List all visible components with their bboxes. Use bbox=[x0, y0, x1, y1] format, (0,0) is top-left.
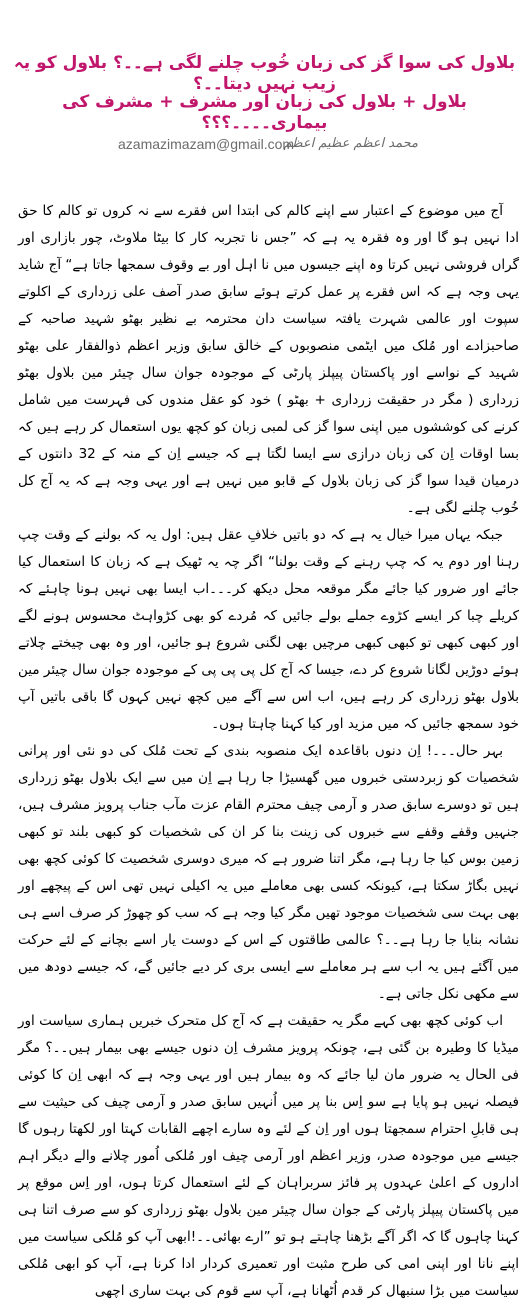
headline-line-2: بلاول + بلاول کی زبان اور مشرف + مشرف کی بیماری۔۔۔۔؟؟؟ bbox=[62, 92, 467, 133]
author-email: azamazimazam@gmail.com bbox=[118, 136, 295, 152]
article-paragraph-4: اب کوئی کچھ بھی کہے مگر یہ حقیقت ہے کہ آج کل متحرک خبریں ہماری سیاست اور میڈیا کا وطیرہ بن گئی ہے، چونکہ پرویز مشرف اِن دنوں جیسے بھی بیمار ہیں۔۔؟ مگر فی الحال یہ ضرور مان لیا جائے کہ وہ بیمار ہیں اور یہی وجہ ہے کہ ابھی اِن کا کوئی فیصلہ نہیں ہو پایا ہے سو اِس بنا پر میں اُنہیں سابق صدر و آرمی چیف کی حیثیت سے ہی قابلِ احترام سمجھتا ہوں اور اِن کے لئے وہ سارے اچھے القابات کہتا اور لکھتا رہوں گا جیسے میں موجودہ صدر، وزیر اعظم اور آرمی چیف اور مُلکی اُمور چلانے والے دیگر اہم اداروں کے اعلیٰ عہدوں پر فائز سربراہان کے لئے استعمال کرتا ہوں، اور اِس موقع پر میں پاکستان پیپلز پارٹی کے جوان سال چیئر مین بلاول بھٹو زرداری کو سے صرف اتنا ہی کہنا چاہوں گا کہ اگر آگے بڑھنا چاہتے ہو تو ”ارے بھائی۔۔!ابھی آپ کو مُلکی سیاست میں اپنے نانا اور اپنی امی کی طرح مثبت اور تعمیری کردار ادا کرنا ہے، آپ کو ابھی مُلکی سیاست میں بڑا سنبھال کر قدم اُٹھانا ہے، آپ سے قوم کی بہت ساری اچھی bbox=[18, 1013, 519, 1299]
article-body bbox=[18, 198, 519, 1305]
article-paragraph-3: بہر حال۔۔۔! اِن دنوں باقاعدہ ایک منصوبہ بندی کے تحت مُلک کی دو نئی اور پرانی شخصیات کو زبردستی خبروں میں گھسیڑا جا رہا ہے اِن میں سے ایک بلاول بھٹو زرداری ہیں تو دوسرے سابق صدر و آرمی چیف محترم القام عزت مآب جناب پرویز مشرف ہیں، جنہیں وقفے وقفے سے خبروں کی زینت بنا کر ان کی شخصیات کو کبھی بلند تو کبھی زمین بوس کیا جا رہا ہے، مگر اتنا ضرور ہے کہ میری دوسری شخصیت کا کوئی کچھ بھی نہیں بگاڑ سکتا ہے، کیونکہ کسی بھی معاملے میں یہ اکیلی نہیں تھی اس کے پیچھے اور بھی بہت سی شخصیات موجود تھیں مگر کیا وجہ ہے کہ سب کو چھوڑ کر صرف اسے ہی نشانہ بنایا جا رہا ہے۔۔؟ عالمی طاقتوں کے اس کے دوست یار اسے بچانے کے لئے حرکت میں آگئے ہیں یہ اب سے ہر معاملے سے ایسی بری کر دیے جائیں گے، کہ جیسے دودھ میں سے مکھی نکل جاتی ہے۔ bbox=[18, 743, 519, 1002]
article-paragraph-1: آج میں موضوع کے اعتبار سے اپنے کالم کی ابتدا اس فقرے سے نہ کروں تو کالم کا حق ادا نہیں ہو گا اور وہ فقرہ یہ ہے کہ ”جس نا تجربہ کار کا بیٹا ملاوٹ، چور بازاری اور گراں فروشی نہیں کرتا وہ اپنے جیسوں میں نا اہل اور بے وقوف سمجھا جاتا ہے“ آج شاید یہی وجہ ہے کہ اس فقرے پر عمل کرتے ہوئے سابق صدر آصف علی زرداری کے اکلوتے سپوت اور عالمی شہرت یافتہ سیاست دان محترمہ بے نظیر بھٹو شہید صاحبہ کے صاحبزادے اور مُلک میں ایٹمی منصوبوں کے خالق سابق وزیر اعظم ذوالفقار علی بھٹو شہید کے نواسے اور پاکستان پیپلز پارٹی کے موجودہ جوان سال چیئر مین بلاول بھٹو زرداری ( مگر در حقیقت زرداری + بھٹو ) خود کو عقل مندوں کی فہرست میں شامل کرنے کی کوششوں میں اپنی سوا گز کی لمبی زبان کو کچھ یوں استعمال کر رہے ہیں کہ بسا اوقات اِن کی زبان درازی سے ایسا لگتا ہے کہ جیسے اِن کے منہ کے 32 دانتوں کے درمیان قیدا سوا گز کی زبان بلاول کے قابو میں نہیں ہے اور یہی وجہ ہے کہ یہ آج کل خُوب چلنے لگی ہے۔ bbox=[18, 203, 519, 516]
byline bbox=[118, 136, 418, 156]
headline-line-1: بلاول کی سوا گز کی زبان خُوب چلنے لگی ہے۔۔؟ بلاول کو یہ زیب نہیں دیتا۔۔؟ bbox=[13, 53, 516, 94]
author-name: محمد اعظم عظیم اعظم bbox=[283, 136, 418, 151]
article-paragraph-2: جبکہ یہاں میرا خیال یہ ہے کہ دو باتیں خلافِ عقل ہیں: اول یہ کہ بولنے کے وقت چپ رہنا اور دوم یہ کہ چپ رہنے کے وقت بولنا“ اگر چہ یہ ٹھیک ہے کہ زبان کا استعمال کیا جائے اور ضرور کیا جائے مگر موقعہ محل دیکھ کر۔۔۔اب ایسا بھی نہیں ہونا چاہئے کہ کریلے چبا کر ایسے کڑوے جملے بولے جائیں کہ مُردے کو بھی کڑواہٹ محسوس ہونے لگے اور کبھی کبھی تو کبھی کبھی مرچیں بھی لگنی شروع ہو جائیں، اور وہ بھی چیختے چلاتے ہوئے دوڑیں لگانا شروع کر دے، جیسا کہ آج کل پی پی پی کے موجودہ جوان سال چیئر مین بلاول بھٹو زرداری کر رہے ہیں، اب اس سے آگے میں کچھ نہیں کہوں گا باقی باتیں آپ خود سمجھ جائیں کہ میں مزید اور کیا کہنا چاہتا ہوں۔ bbox=[18, 527, 519, 732]
